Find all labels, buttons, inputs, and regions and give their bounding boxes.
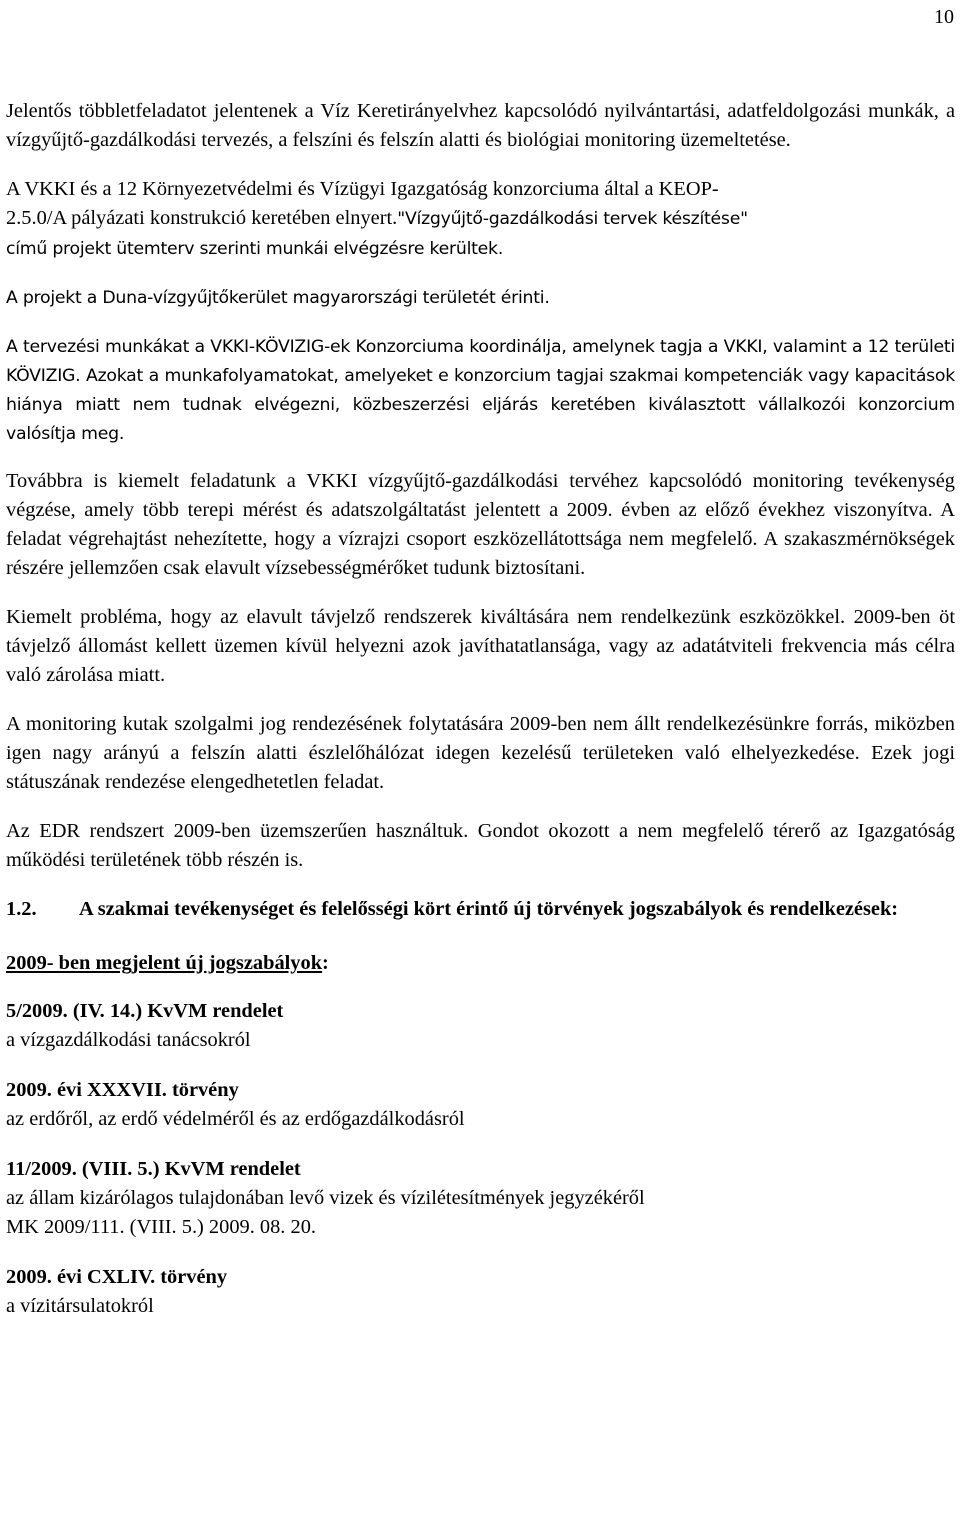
law-title: 5/2009. (IV. 14.) KvVM rendelet xyxy=(6,1000,284,1022)
law-description: a vízitársulatokról xyxy=(6,1295,154,1317)
law-entry xyxy=(6,997,955,1055)
law-title: 2009. évi XXXVII. törvény xyxy=(6,1079,239,1101)
subheading xyxy=(6,949,955,978)
page-number: 10 xyxy=(934,6,954,28)
law-description: az állam kizárólagos tulajdonában levő vizek és vízilétesítmények jegyzékéről xyxy=(6,1187,645,1209)
law-title: 2009. évi CXLIV. törvény xyxy=(6,1266,228,1288)
paragraph: Kiemelt probléma, hogy az elavult távjelző rendszerek kiváltására nem rendelkezünk eszközökkel. 2009-ben öt távjelző állomást kellett üzemen kívül helyezni azok javíthatatlansága, vagy az adatátviteli frekvencia más célra való zárolása miatt. xyxy=(6,606,955,686)
section-title: A szakmai tevékenységet és felelősségi kört érintő új törvények jogszabályok és rendelkezések: xyxy=(79,898,899,920)
paragraph: Továbbra is kiemelt feladatunk a VKKI vízgyűjtő-gazdálkodási tervéhez kapcsolódó monitoring tevékenység végzése, amely több terepi mérést és adatszolgáltatást jelentett a 2009. évben az előző évekhez viszonyítva. A feladat végrehajtást nehezítette, hogy a vízrajzi csoport eszközellátottsága nem megfelelő. A szakaszmérnökségek részére jellemzően csak elavult vízsebességmérőket tudunk biztosítani. xyxy=(6,470,955,579)
law-entry xyxy=(6,1076,955,1134)
paragraph: A tervezési munkákat a VKKI-KÖVIZIG-ek Konzorciuma koordinálja, amelynek tagja a VKKI, valamint a 12 területi KÖVIZIG. Azokat a munkafolyamatokat, amelyeket e konzorcium tagjai szakmai kompetenciák vagy kapacitások hiánya miatt nem tudnak elvégezni, közbeszerzési eljárás keretében kiválasztott vállalkozói konzorcium valósítja meg. xyxy=(6,337,955,444)
law-entry xyxy=(6,1155,955,1242)
paragraph: Az EDR rendszert 2009-ben üzemszerűen használtuk. Gondot okozott a nem megfelelő térerő az Igazgatóság működési területének több részén is. xyxy=(6,820,955,871)
paragraph-line: "Vízgyűjtő-gazdálkodási tervek készítése" xyxy=(397,209,748,229)
paragraph-line: A VKKI és a 12 Környezetvédelmi és Vízügyi Igazgatóság konzorciuma által a KEOP- xyxy=(6,178,719,200)
paragraph: A monitoring kutak szolgalmi jog rendezésének folytatására 2009-ben nem állt rendelkezésünkre forrás, miközben igen nagy arányú a felszín alatti észlelőhálózat idegen kezelésű területeken való elhelyezkedése. Ezek jogi státuszának rendezése elengedhetetlen feladat. xyxy=(6,713,955,793)
paragraph-keop xyxy=(6,175,955,264)
law-reference: MK 2009/111. (VIII. 5.) 2009. 08. 20. xyxy=(6,1216,316,1238)
paragraph: A projekt a Duna-vízgyűjtőkerület magyarországi területét érinti. xyxy=(6,288,550,308)
paragraph: Jelentős többletfeladatot jelentenek a Víz Keretirányelvhez kapcsolódó nyilvántartási, adatfeldolgozási munkák, a vízgyűjtő-gazdálkodási tervezés, a felszíni és felszín alatti és biológiai monitoring üzemeltetése. xyxy=(6,100,955,151)
law-entry xyxy=(6,1263,955,1321)
law-description: az erdőről, az erdő védelméről és az erdőgazdálkodásról xyxy=(6,1108,465,1130)
section-heading xyxy=(6,895,955,924)
subheading-text: 2009- ben megjelent új jogszabályok xyxy=(6,952,323,974)
paragraph-line: 2.5.0/A pályázati konstrukció keretében elnyert. xyxy=(6,207,398,229)
section-number: 1.2. xyxy=(6,898,37,920)
paragraph-line: című projekt ütemterv szerinti munkái elvégzésre kerültek. xyxy=(6,239,504,259)
subheading-suffix: : xyxy=(322,952,329,974)
law-description: a vízgazdálkodási tanácsokról xyxy=(6,1029,251,1051)
law-title: 11/2009. (VIII. 5.) KvVM rendelet xyxy=(6,1158,301,1180)
document-body xyxy=(6,97,955,1342)
